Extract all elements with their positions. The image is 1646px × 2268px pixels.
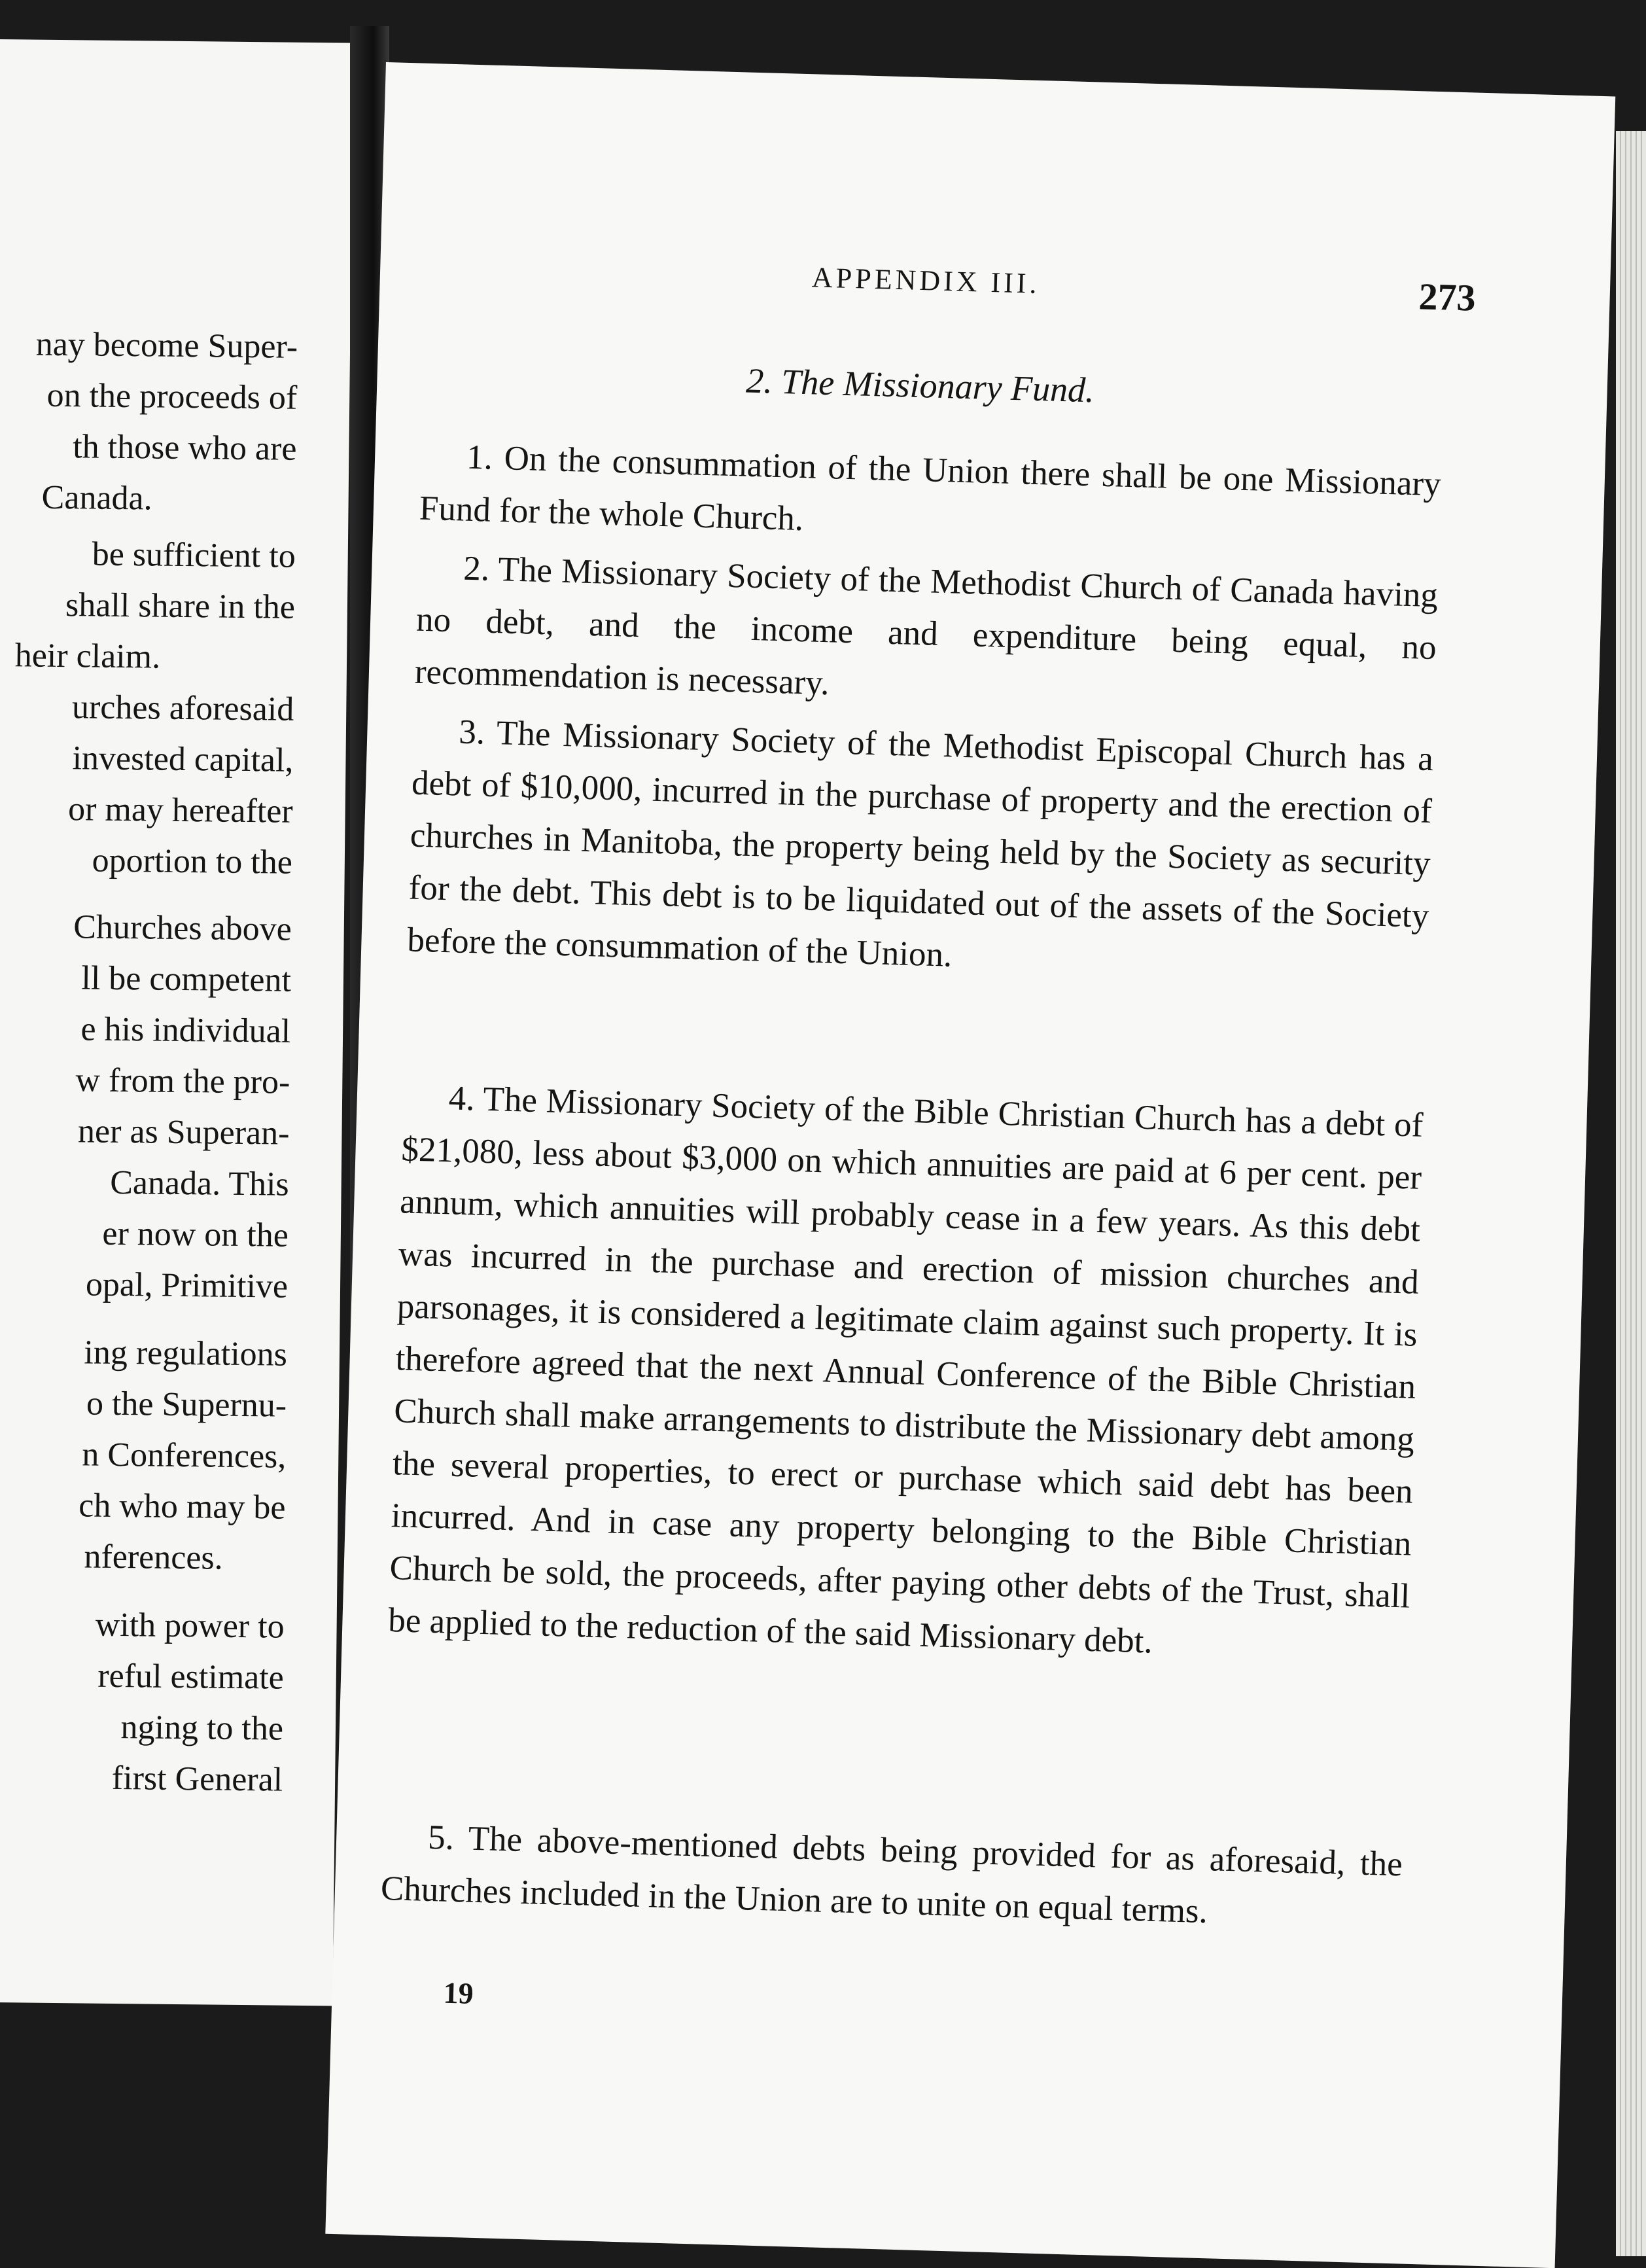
- left-line: on the proceeds of: [46, 376, 298, 417]
- left-line: opal, Primitive: [85, 1266, 289, 1305]
- right-page: [325, 62, 1615, 2268]
- left-line: Canada.: [41, 478, 152, 518]
- left-line: ch who may be: [78, 1487, 286, 1527]
- signature-mark: 19: [442, 1976, 474, 2010]
- left-line: th those who are: [72, 428, 297, 468]
- left-line: Churches above: [73, 908, 292, 948]
- left-line: w from the pro-: [75, 1061, 290, 1101]
- running-head-title: APPENDIX III.: [811, 261, 1041, 300]
- section-title: 2. The Missionary Fund.: [745, 361, 1095, 410]
- paragraph-2: 2. The Missionary Society of the Methodist Church of Canada having no debt, and the income and expenditure being equal, no recommendation is necessary.: [414, 549, 1439, 703]
- left-line: Canada. This: [109, 1163, 289, 1203]
- paragraph-4: 4. The Missionary Society of the Bible Christian Church has a debt of $21,080, less about $3,000 on which annuities are paid at 6 per cent. per annum, which annuities will probably cease in a few years. As this debt was incurred in the purchase and erection of mission churches and parsonages, it is considered a legitimate claim against such property. It is therefore agreed that the next Annual Conference of the Bible Christian Church shall make arrangements to distribute the Missionary debt among the several properties, to erect or purchase which said debt has been incurred. And in case any property belonging to the Bible Christian Church be sold, the proceeds, after paying other debts of the Trust, shall be applied to the reduction of the said Missionary debt.: [387, 1079, 1424, 1661]
- left-line: er now on the: [102, 1214, 289, 1254]
- left-line: oportion to the: [92, 842, 293, 881]
- left-line: with power to: [95, 1606, 285, 1646]
- page-edges: [1616, 131, 1646, 2256]
- paragraph-3: 3. The Missionary Society of the Methodist Episcopal Church has a debt of $10,000, incurred in the purchase of property and the erection of churches in Manitoba, the property being held by the Society as security for the debt. This debt is to be liquidated out of the assets of the Society before the consummation of the Union.: [406, 713, 1434, 974]
- left-line: nging to the: [120, 1709, 284, 1748]
- paragraph-5: 5. The above-mentioned debts being provided for as aforesaid, the Churches included in the Union are to unite on equal terms.: [380, 1818, 1403, 1931]
- left-line: shall share in the: [65, 586, 296, 626]
- left-line: be sufficient to: [92, 535, 296, 575]
- left-line: heir claim.: [14, 637, 161, 676]
- running-head: [379, 245, 1610, 325]
- left-line: invested capital,: [72, 739, 294, 779]
- left-line: nferences.: [84, 1538, 224, 1577]
- left-line: or may hereafter: [67, 790, 293, 830]
- left-line: reful estimate: [97, 1657, 285, 1697]
- page-number: 273: [1418, 275, 1477, 319]
- left-line: ner as Superan-: [77, 1112, 290, 1152]
- left-line: ll be competent: [81, 959, 292, 999]
- left-line: nay become Super-: [35, 325, 298, 366]
- left-line: urches aforesaid: [71, 688, 294, 728]
- left-line: first General: [111, 1759, 283, 1799]
- left-page: [0, 39, 353, 2006]
- left-line: ing regulations: [84, 1334, 288, 1373]
- left-line: e his individual: [80, 1010, 291, 1050]
- paragraph-1: 1. On the consummation of the Union there shall be one Missionary Fund for the whole Church.: [419, 438, 1442, 539]
- left-line: n Conferences,: [82, 1436, 287, 1476]
- left-line: o the Supernu-: [86, 1385, 287, 1425]
